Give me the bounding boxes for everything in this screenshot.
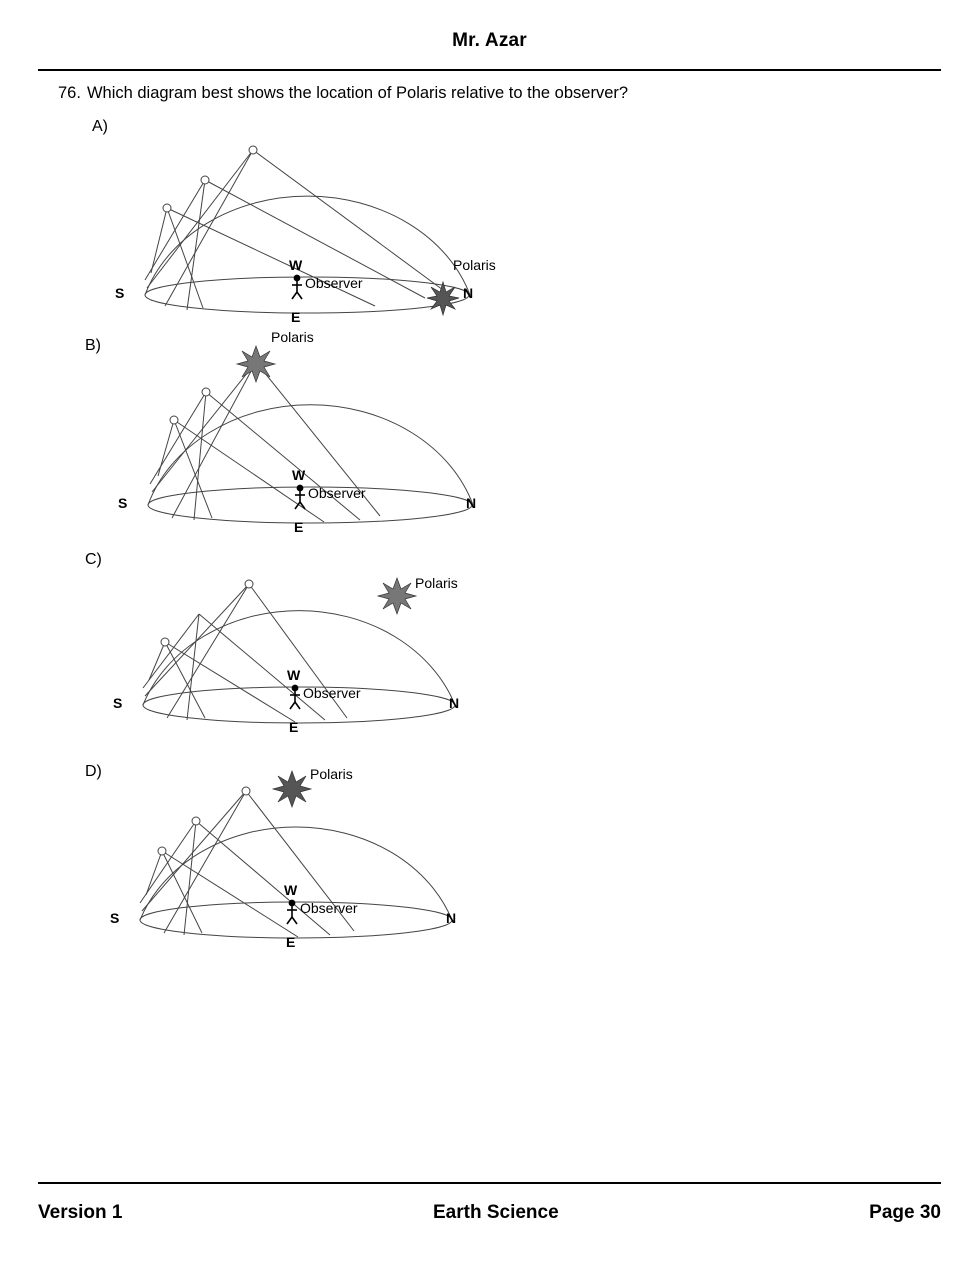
compass-s-d: S <box>110 910 120 926</box>
observer-label-a: Observer <box>305 275 363 291</box>
compass-s-b: S <box>118 495 128 511</box>
question-text: Which diagram best shows the location of Polaris relative to the observer? <box>86 84 629 102</box>
choice-label-d: D) <box>85 763 102 780</box>
polaris-label-d: Polaris <box>310 766 353 782</box>
header-divider <box>38 69 941 71</box>
footer-subject: Earth Science <box>433 1202 559 1223</box>
choice-label-b: B) <box>85 337 101 354</box>
question-line <box>58 84 628 103</box>
page-footer <box>38 1202 941 1224</box>
polaris-star-c <box>378 578 416 614</box>
compass-w-b: W <box>292 467 306 483</box>
polaris-star-d <box>273 771 311 807</box>
compass-e-d: E <box>286 934 296 950</box>
page-header: Mr. Azar <box>452 30 527 51</box>
diagram-a <box>115 130 525 330</box>
compass-n-a: N <box>463 285 474 301</box>
compass-e-b: E <box>294 519 304 535</box>
observer-label-c: Observer <box>303 685 361 701</box>
compass-n-d: N <box>446 910 457 926</box>
footer-version: Version 1 <box>38 1202 123 1223</box>
observer-label-d: Observer <box>300 900 358 916</box>
choice-label-c: C) <box>85 551 102 568</box>
choice-label-a: A) <box>92 118 108 135</box>
observer-label-b: Observer <box>308 485 366 501</box>
footer-divider <box>38 1182 941 1184</box>
compass-s-c: S <box>113 695 123 711</box>
polaris-label-b: Polaris <box>271 329 314 345</box>
diagram-c <box>113 560 525 760</box>
polaris-label-a: Polaris <box>453 257 496 273</box>
compass-e-a: E <box>291 309 301 325</box>
diagram-d <box>110 766 522 975</box>
diagram-b <box>118 329 528 540</box>
question-number: 76. <box>58 84 81 102</box>
observer-figure-a <box>292 275 302 299</box>
compass-n-c: N <box>449 695 460 711</box>
compass-n-b: N <box>466 495 477 511</box>
compass-w-d: W <box>284 882 298 898</box>
polaris-label-c: Polaris <box>415 575 458 591</box>
compass-w-a: W <box>289 257 303 273</box>
compass-e-c: E <box>289 719 299 735</box>
observer-figure-d <box>287 900 297 924</box>
polaris-star-b <box>237 346 275 382</box>
compass-s-a: S <box>115 285 125 301</box>
compass-w-c: W <box>287 667 301 683</box>
footer-page: Page 30 <box>869 1202 941 1223</box>
